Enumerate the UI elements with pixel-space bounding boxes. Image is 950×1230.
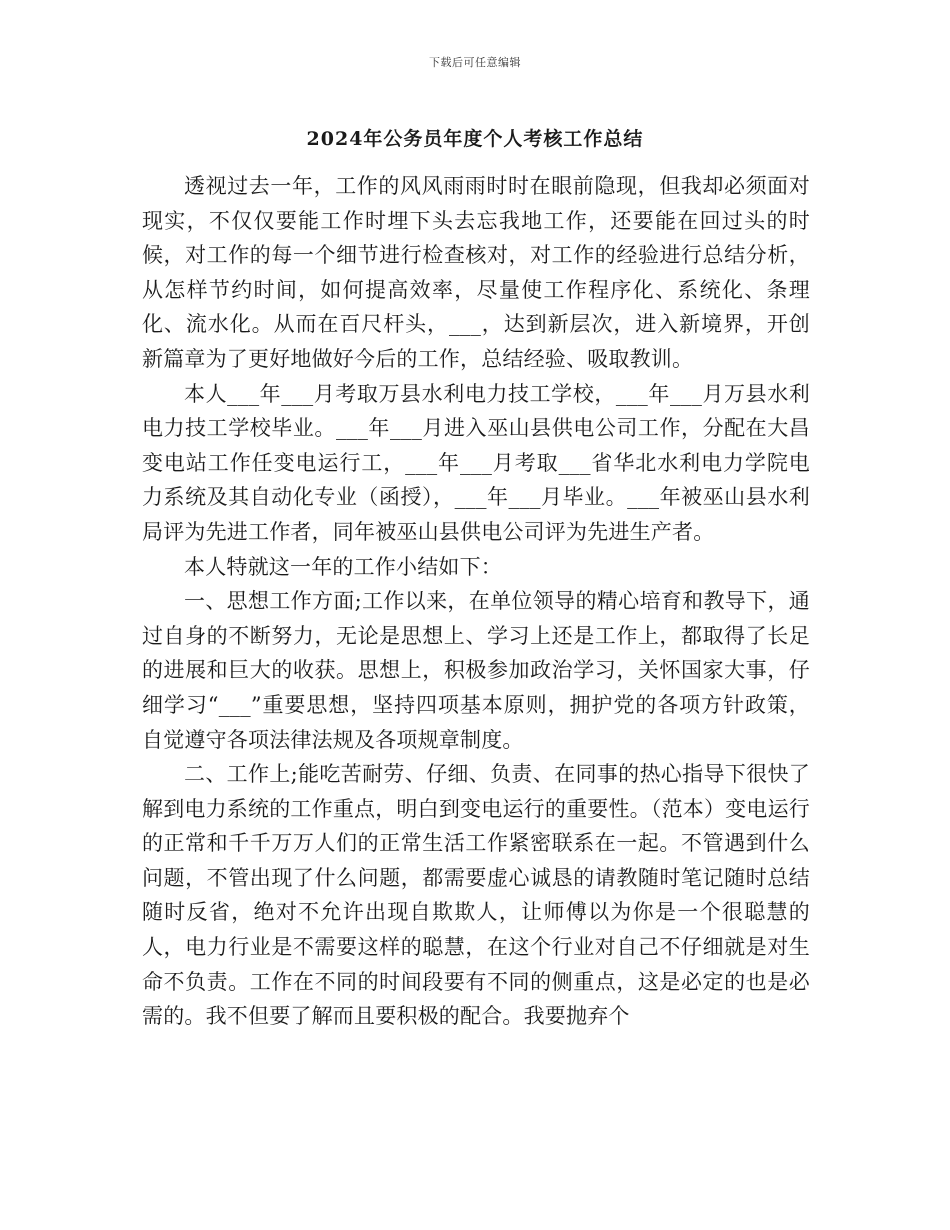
document-title: 2024年公务员年度个人考核工作总结 [306,128,644,150]
paragraph-work: 二、工作上;能吃苦耐劳、仔细、负责、在同事的热心指导下很快了解到电力系统的工作重点，明白到变电运行的重要性。（范本）变电运行的正常和千千万万人们的正常生活工作紧密联系在一起。不管遇到什么问题，不管出现了什么问题，都需要虚心诚恳的请教随时笔记随时总结随时反省，绝对不允许出现自欺欺人，让师傅以为你是一个很聪慧的人，电力行业是不需要这样的聪慧，在这个行业对自己不仔细就是对生命不负责。工作在不同的时间段要有不同的侧重点，这是必定的也是必需的。我不但要了解而且要积极的配合。我要抛弃个 [142,762,810,1029]
paragraph-background: 本人___年___月考取万县水利电力技工学校，___年___月万县水利电力技工学校毕业。___年___月进入巫山县供电公司工作，分配在大昌变电站工作任变电运行工，___年___月考取___省华北水利电力学院电力系统及其自动化专业（函授），___年___月毕业。___年被巫山县水利局评为先进工作者，同年被巫山县供电公司评为先进生产者。 [142,381,810,544]
document-body [142,169,810,1034]
paragraph-ideology: 一、思想工作方面;工作以来，在单位领导的精心培育和教导下，通过自身的不断努力，无论是思想上、学习上还是工作上，都取得了长足的进展和巨大的收获。思想上，积极参加政治学习，关怀国家大事，仔细学习“___”重要思想，坚持四项基本原则，拥护党的各项方针政策，自觉遵守各项法律法规及各项规章制度。 [142,589,810,752]
page-header-note: 下载后可任意编辑 [429,56,521,69]
paragraph-summary-lead: 本人特就这一年的工作小结如下： [184,554,502,579]
paragraph-intro: 透视过去一年，工作的风风雨雨时时在眼前隐现，但我却必须面对现实，不仅仅要能工作时埋下头去忘我地工作，还要能在回过头的时候，对工作的每一个细节进行检查核对，对工作的经验进行总结分析，从怎样节约时间，如何提高效率，尽量使工作程序化、系统化、条理化、流水化。从而在百尺杆头，___，达到新层次，进入新境界，开创新篇章为了更好地做好今后的工作，总结经验、吸取教训。 [142,174,810,371]
